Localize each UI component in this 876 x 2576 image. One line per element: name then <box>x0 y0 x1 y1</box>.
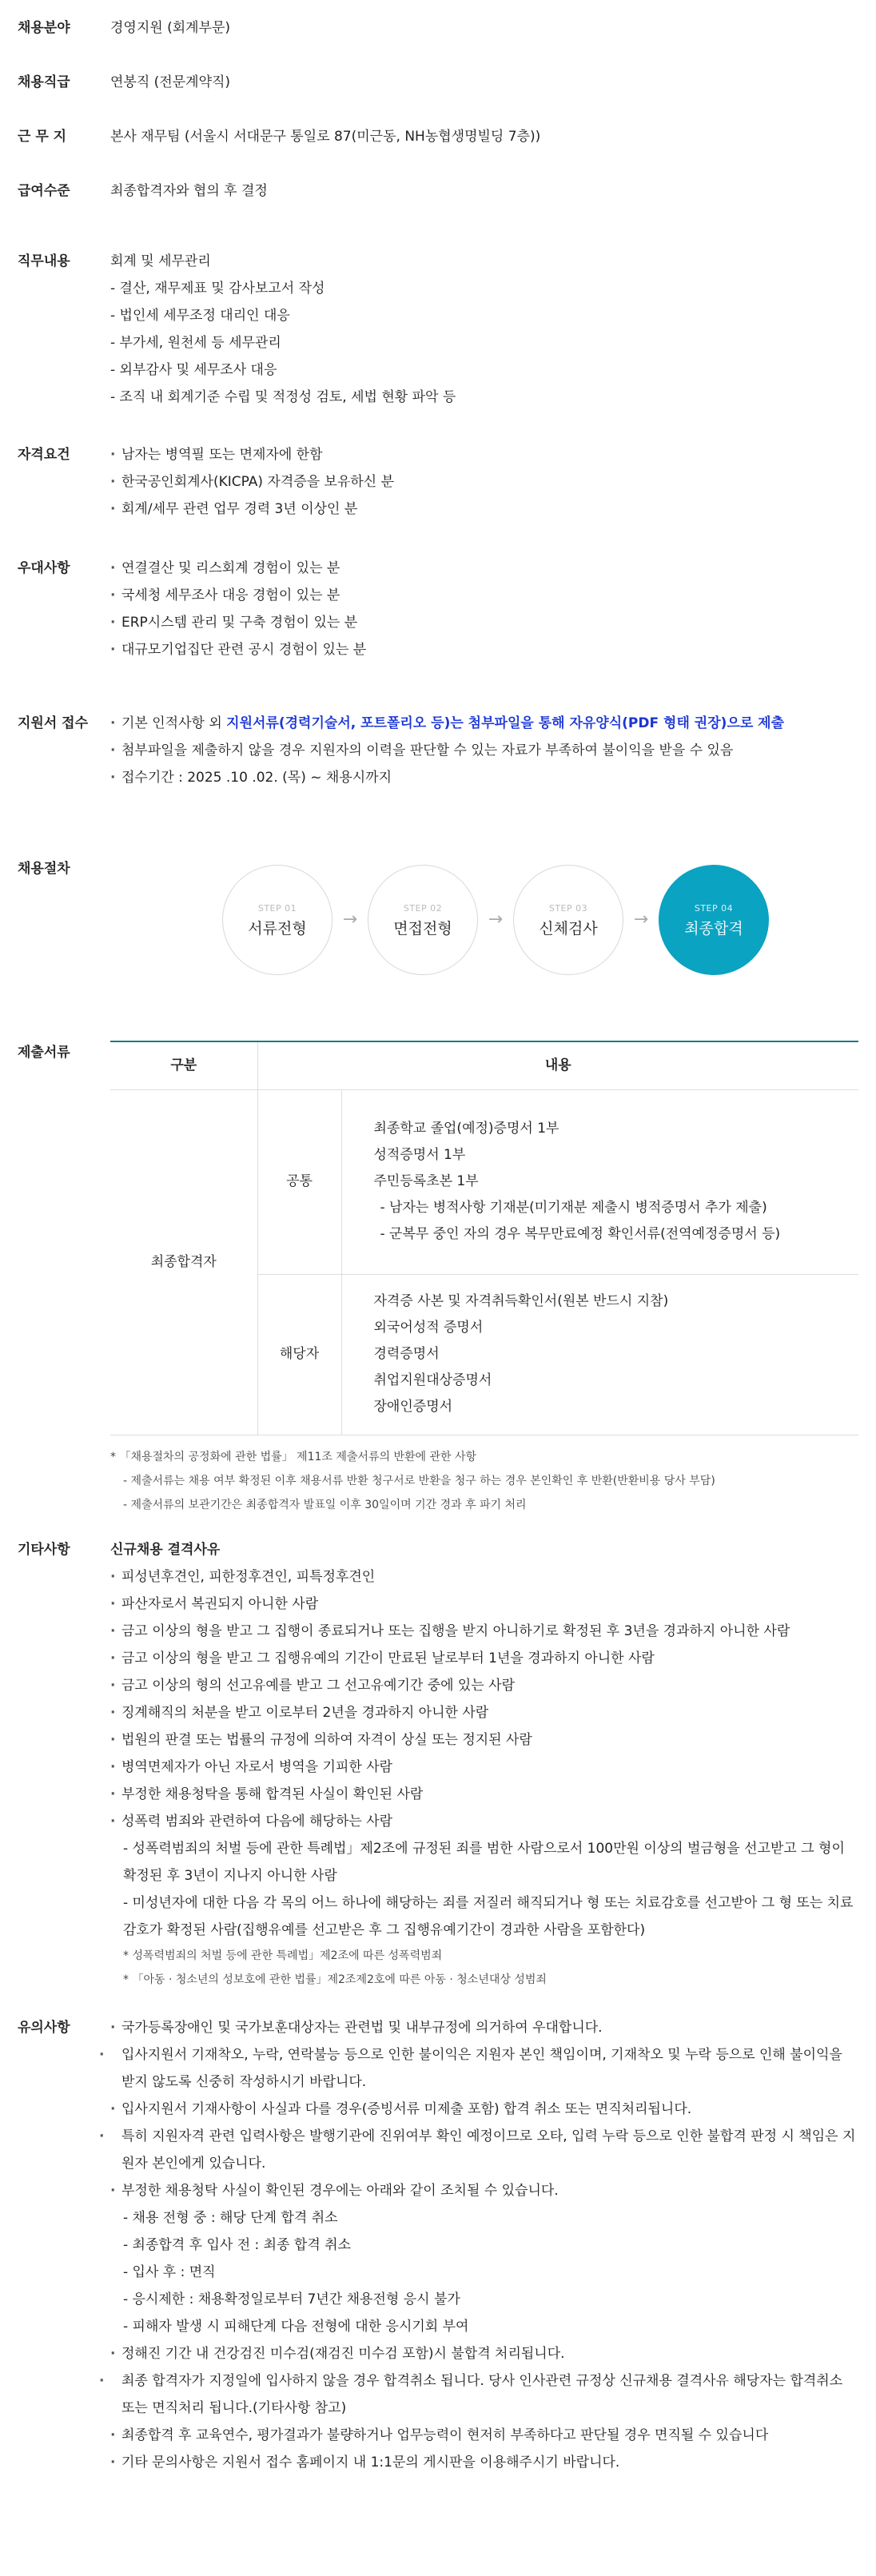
row-label: 근 무 지 <box>18 129 67 145</box>
documents-notes <box>110 1445 715 1517</box>
list-item: · 금고 이상의 형을 받고 그 집행이 종료되거나 또는 집행을 받지 아니하기로 확정된 후 3년을 경과하지 아니한 사람 <box>110 1618 858 1645</box>
duties-title: 회계 및 세무관리 <box>110 253 211 269</box>
row-value: 경영지원 (회계부문) <box>110 20 231 36</box>
step-circle <box>368 865 478 975</box>
section-label: 유의사항 <box>18 2020 70 2036</box>
section-label: 채용절차 <box>18 861 70 877</box>
step-title: 면접전형 <box>393 919 452 938</box>
list-item: · 최종 합격자가 지정일에 입사하지 않을 경우 합격취소 됩니다. 당사 인사관련 규정상 신규채용 결격사유 해당자는 합격취소 또는 면직처리 됩니다.(기타사항 참고) <box>110 2367 858 2422</box>
list-item: · 피성년후견인, 피한정후견인, 피특정후견인 <box>110 1563 858 1591</box>
others-list <box>110 1536 858 1992</box>
list-item-text: 기본 인적사항 외 <box>121 715 227 731</box>
list-item: · 최종합격 후 교육연수, 평가결과가 불량하거나 업무능력이 현저히 부족하다고 판단될 경우 면직될 수 있습니다 <box>110 2422 858 2449</box>
sub-item: - 미성년자에 대한 다음 각 목의 어느 하나에 해당하는 죄를 저질러 해직되거나 형 또는 치료감호를 선고받아 그 형 또는 치료감호가 확정된 사람(집행유예를 선고받은 후 그 집행유예기간이 경과한 사람을 포함한다) <box>123 1895 854 1938</box>
section-label: 우대사항 <box>18 560 70 576</box>
list-item: · 금고 이상의 형의 선고유예를 받고 그 선고유예기간 중에 있는 사람 <box>110 1672 858 1699</box>
step-number: STEP 02 <box>403 903 443 914</box>
note-line: * 「채용절차의 공정화에 관한 법률」 제11조 제출서류의 반환에 관한 사항 <box>110 1451 477 1463</box>
column-header: 구분 <box>110 1041 257 1089</box>
list-item: 취업지원대상증명서 <box>373 1372 492 1388</box>
info-row-salary <box>18 177 858 205</box>
table-cell <box>257 1089 858 1274</box>
list-item: 경력증명서 <box>373 1346 440 1362</box>
row-label: 채용직급 <box>18 74 70 90</box>
step-title: 신체검사 <box>539 919 598 938</box>
list-item: · 입사지원서 기재사항이 사실과 다를 경우(증빙서류 미제출 포함) 합격 취소 또는 면직처리됩니다. <box>110 2096 858 2123</box>
documents-table <box>110 1041 858 1435</box>
application-section <box>18 710 858 798</box>
preferences-section <box>18 555 858 667</box>
list-item: 자격증 사본 및 자격취득확인서(원본 반드시 지참) <box>373 1293 669 1309</box>
sub-item: - 성폭력범죄의 처벌 등에 관한 특례법」제2조에 규정된 죄를 범한 사람으로서 100만원 이상의 벌금형을 선고받고 그 형이 확정된 후 3년이 지나지 아니한 사람 <box>123 1841 845 1884</box>
list-item: - 군복무 중인 자의 경우 복무만료예정 확인서류(전역예정증명서 등) <box>380 1226 781 1242</box>
list-item: · 대규모기업집단 관련 공시 경험이 있는 분 <box>110 636 858 663</box>
list-item: · 기타 문의사항은 지원서 접수 홈페이지 내 1:1문의 게시판을 이용해주시기 바랍니다. <box>110 2449 858 2476</box>
step-circle <box>513 865 623 975</box>
applicable-docs-list <box>342 1276 669 1433</box>
others-title: 신규채용 결격사유 <box>110 1542 221 1558</box>
step-number: STEP 03 <box>548 903 588 914</box>
list-item: · 특히 지원자격 관련 입력사항은 발행기관에 진위여부 확인 예정이므로 오타, 입력 누락 등으로 인한 불합격 판정 시 책임은 지원자 본인에게 있습니다. <box>110 2123 858 2177</box>
list-item: 성적증명서 1부 <box>373 1147 466 1163</box>
info-row-rank <box>18 69 858 96</box>
list-item: · ERP시스템 관리 및 구축 경험이 있는 분 <box>110 609 858 636</box>
section-label: 제출서류 <box>18 1045 70 1061</box>
list-item: · 한국공인회계사(KICPA) 자격증을 보유하신 분 <box>110 468 858 496</box>
section-label: 자격요건 <box>18 447 70 463</box>
step-number: STEP 04 <box>694 903 734 914</box>
list-item: - 결산, 재무제표 및 감사보고서 작성 <box>110 281 325 297</box>
note-line: - 제출서류의 보관기간은 최종합격자 발표일 이후 30일이며 기간 경과 후 파기 처리 <box>123 1499 527 1511</box>
row-label: 급여수준 <box>18 183 70 199</box>
list-item: - 법인세 세무조정 대리인 대응 <box>110 308 290 324</box>
row-value: 본사 재무팀 (서울시 서대문구 통일로 87(미근동, NH농협생명빌딩 7층)) <box>110 129 541 145</box>
info-row-field <box>18 14 858 42</box>
list-item: - 조직 내 회계기준 수립 및 적정성 검토, 세법 현황 파악 등 <box>110 389 456 405</box>
cautions-section <box>18 2014 858 2558</box>
list-item: · 부정한 채용청탁을 통해 합격된 사실이 확인된 사람 <box>110 1781 858 1808</box>
process-section <box>18 855 858 991</box>
cautions-list <box>110 2014 858 2476</box>
list-item: · 징계해직의 처분을 받고 이로부터 2년을 경과하지 아니한 사람 <box>110 1699 858 1726</box>
list-item: 외국어성적 증명서 <box>373 1320 484 1336</box>
subgroup-label: 해당자 <box>258 1275 342 1435</box>
others-section <box>18 1536 858 1984</box>
list-item: · 성폭력 범죄와 관련하여 다음에 해당하는 사람 <box>110 1808 858 1835</box>
row-label: 채용분야 <box>18 20 70 36</box>
section-label: 기타사항 <box>18 1542 70 1558</box>
list-item: · 병역면제자가 아닌 자로서 병역을 기피한 사람 <box>110 1754 858 1781</box>
list-item: · 국세청 세무조사 대응 경험이 있는 분 <box>110 582 858 609</box>
arrow-right-icon: → <box>633 910 649 930</box>
sub-item: - 피해자 발생 시 피해단계 다음 전형에 대한 응시기회 부여 <box>123 2319 469 2335</box>
list-item: · 국가등록장애인 및 국가보훈대상자는 관련법 및 내부규정에 의거하여 우대합니다. <box>110 2014 858 2041</box>
list-item: · 첨부파일을 제출하지 않을 경우 지원자의 이력을 판단할 수 있는 자료가 부족하여 불이익을 받을 수 있음 <box>110 737 858 764</box>
process-steps <box>110 855 782 983</box>
application-list <box>110 710 858 791</box>
list-item: · 연결결산 및 리스회계 경험이 있는 분 <box>110 555 858 582</box>
step-title: 최종합격 <box>684 919 743 938</box>
list-item: · 정해진 기간 내 건강검진 미수검(재검진 미수검 포함)시 불합격 처리됩니다. <box>110 2340 858 2367</box>
step-circle <box>222 865 332 975</box>
footnote: * 「아동 · 청소년의 성보호에 관한 법률」제2조제2호에 따른 아동 · 청소년대상 성범죄 <box>123 1973 547 1986</box>
table-cell <box>257 1274 858 1435</box>
step-number: STEP 01 <box>257 903 297 914</box>
list-item: · 회계/세무 관련 업무 경력 3년 이상인 분 <box>110 496 858 523</box>
documents-section <box>18 1039 858 1535</box>
list-item: · 접수기간 : 2025 .10 .02. (목) ~ 채용시까지 <box>110 764 858 791</box>
qualifications-section <box>18 441 858 529</box>
list-item: 장애인증명서 <box>373 1399 453 1415</box>
highlight-text: 지원서류(경력기술서, 포트폴리오 등)는 첨부파일을 통해 자유양식(PDF 형태 권장)으로 제출 <box>226 715 785 731</box>
group-cell: 최종합격자 <box>110 1089 257 1435</box>
table-header-row <box>110 1041 858 1089</box>
section-label: 지원서 접수 <box>18 715 89 731</box>
list-item: · 금고 이상의 형을 받고 그 집행유예의 기간이 만료된 날로부터 1년을 경과하지 아니한 사람 <box>110 1645 858 1672</box>
list-item: - 부가세, 원천세 등 세무관리 <box>110 335 281 351</box>
note-line: - 제출서류는 채용 여부 확정된 이후 채용서류 반환 청구서로 반환을 청구 하는 경우 본인확인 후 반환(반환비용 당사 부담) <box>123 1475 715 1487</box>
list-item: 주민등록초본 1부 <box>373 1173 479 1189</box>
preferences-list <box>110 555 858 663</box>
step-title: 서류전형 <box>248 919 307 938</box>
subgroup-label: 공통 <box>258 1090 342 1274</box>
info-row-location <box>18 123 858 150</box>
row-value: 최종합격자와 협의 후 결정 <box>110 183 268 199</box>
qualifications-list <box>110 441 858 523</box>
list-item: · 법원의 판결 또는 법률의 규정에 의하여 자격이 상실 또는 정지된 사람 <box>110 1726 858 1754</box>
sub-item: - 최종합격 후 입사 전 : 최종 합격 취소 <box>123 2237 351 2253</box>
list-item <box>110 710 858 737</box>
sub-item: - 채용 전형 중 : 해당 단계 합격 취소 <box>123 2210 338 2226</box>
duties-section <box>18 248 858 416</box>
footnote: * 성폭력범죄의 처벌 등에 관한 특례법」제2조에 따른 성폭력범죄 <box>123 1949 443 1962</box>
sub-item: - 응시제한 : 채용확정일로부터 7년간 채용전형 응시 불가 <box>123 2291 460 2307</box>
list-item: - 남자는 병적사항 기재분(미기재분 제출시 병적증명서 추가 제출) <box>380 1200 767 1216</box>
list-item: · 파산자로서 복권되지 아니한 사람 <box>110 1591 858 1618</box>
list-item: · 부정한 채용청탁 사실이 확인된 경우에는 아래와 같이 조치될 수 있습니다. <box>110 2177 858 2204</box>
duties-list <box>110 248 858 411</box>
list-item: · 입사지원서 기재착오, 누락, 연락불능 등으로 인한 불이익은 지원자 본인 책임이며, 기재착오 및 누락 등으로 인해 불이익을 받지 않도록 신중히 작성하시기 바랍니다. <box>110 2041 858 2096</box>
list-item: · 남자는 병역필 또는 면제자에 한함 <box>110 441 858 468</box>
row-value: 연봉직 (전문계약직) <box>110 74 231 90</box>
section-label: 직무내용 <box>18 253 70 269</box>
common-docs-list <box>342 1103 781 1260</box>
list-item: 최종학교 졸업(예정)증명서 1부 <box>373 1121 559 1137</box>
sub-item: - 입사 후 : 면직 <box>123 2264 216 2280</box>
arrow-right-icon: → <box>342 910 358 930</box>
column-header: 내용 <box>257 1041 858 1089</box>
arrow-right-icon: → <box>488 910 504 930</box>
table-row <box>110 1089 858 1274</box>
list-item: - 외부감사 및 세무조사 대응 <box>110 362 277 378</box>
step-circle-active <box>659 865 769 975</box>
